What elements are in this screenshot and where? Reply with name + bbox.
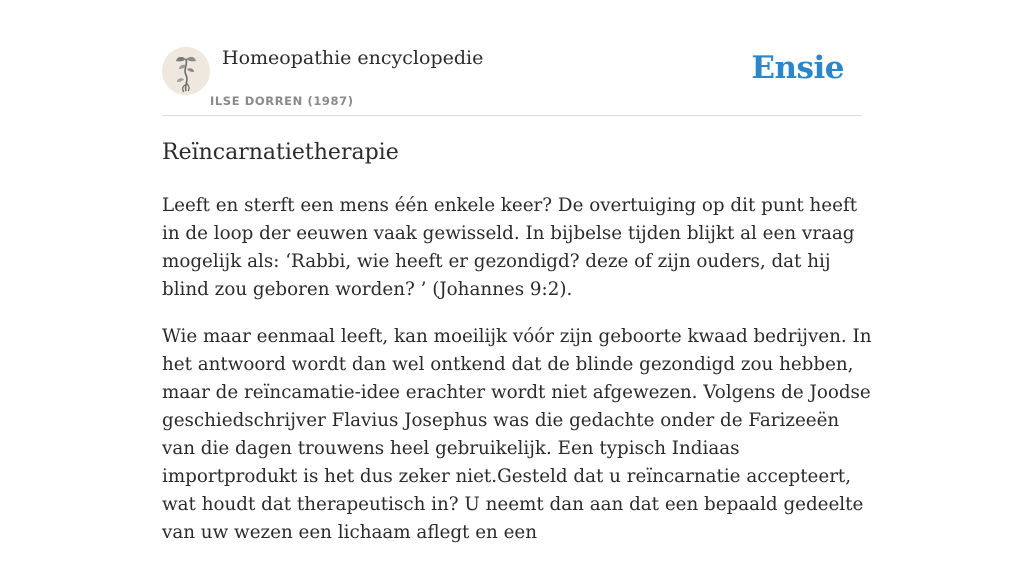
encyclopedia-title[interactable]: Homeopathie encyclopedie — [222, 47, 484, 69]
encyclopedia-logo[interactable] — [162, 47, 210, 95]
author-label: ILSE DORREN (1987) — [210, 94, 354, 108]
article-title: Reïncarnatietherapie — [162, 140, 399, 165]
article-body — [162, 192, 874, 566]
article-paragraph: Leeft en sterft een mens één enkele keer? De overtuiging op dit punt heeft in de loop der eeuwen vaak gewisseld. In bijbelse tijden blijkt al een vraag mogelijk als: ‘Rabbi, wie heeft er gezondigd? deze of zijn ouders, dat hij blind zou geboren worden? ’ (Johannes 9:2). — [162, 195, 858, 300]
plant-illustration-icon — [162, 47, 210, 95]
encyclopedia-header — [162, 44, 862, 116]
article-paragraph: Wie maar eenmaal leeft, kan moeilijk vóór zijn geboorte kwaad bedrijven. In het antwoord wordt dan wel ontkend dat de blinde gezondigd zou hebben, maar de reïncamatie-idee erachter wordt niet afgewezen. Volgens de Joodse geschiedschrijver Flavius Josephus was die gedachte onder de Farizeeën van die dagen trouwens heel gebruikelijk. Een typisch Indiaas importprodukt is het dus zeker niet.Gesteld dat u reïncarnatie accepteert, wat houdt dat therapeutisch in? U neemt dan aan dat een bepaald gedeelte van uw wezen een lichaam aflegt en een — [162, 326, 872, 543]
ensie-logo-link[interactable]: Ensie — [751, 50, 844, 86]
